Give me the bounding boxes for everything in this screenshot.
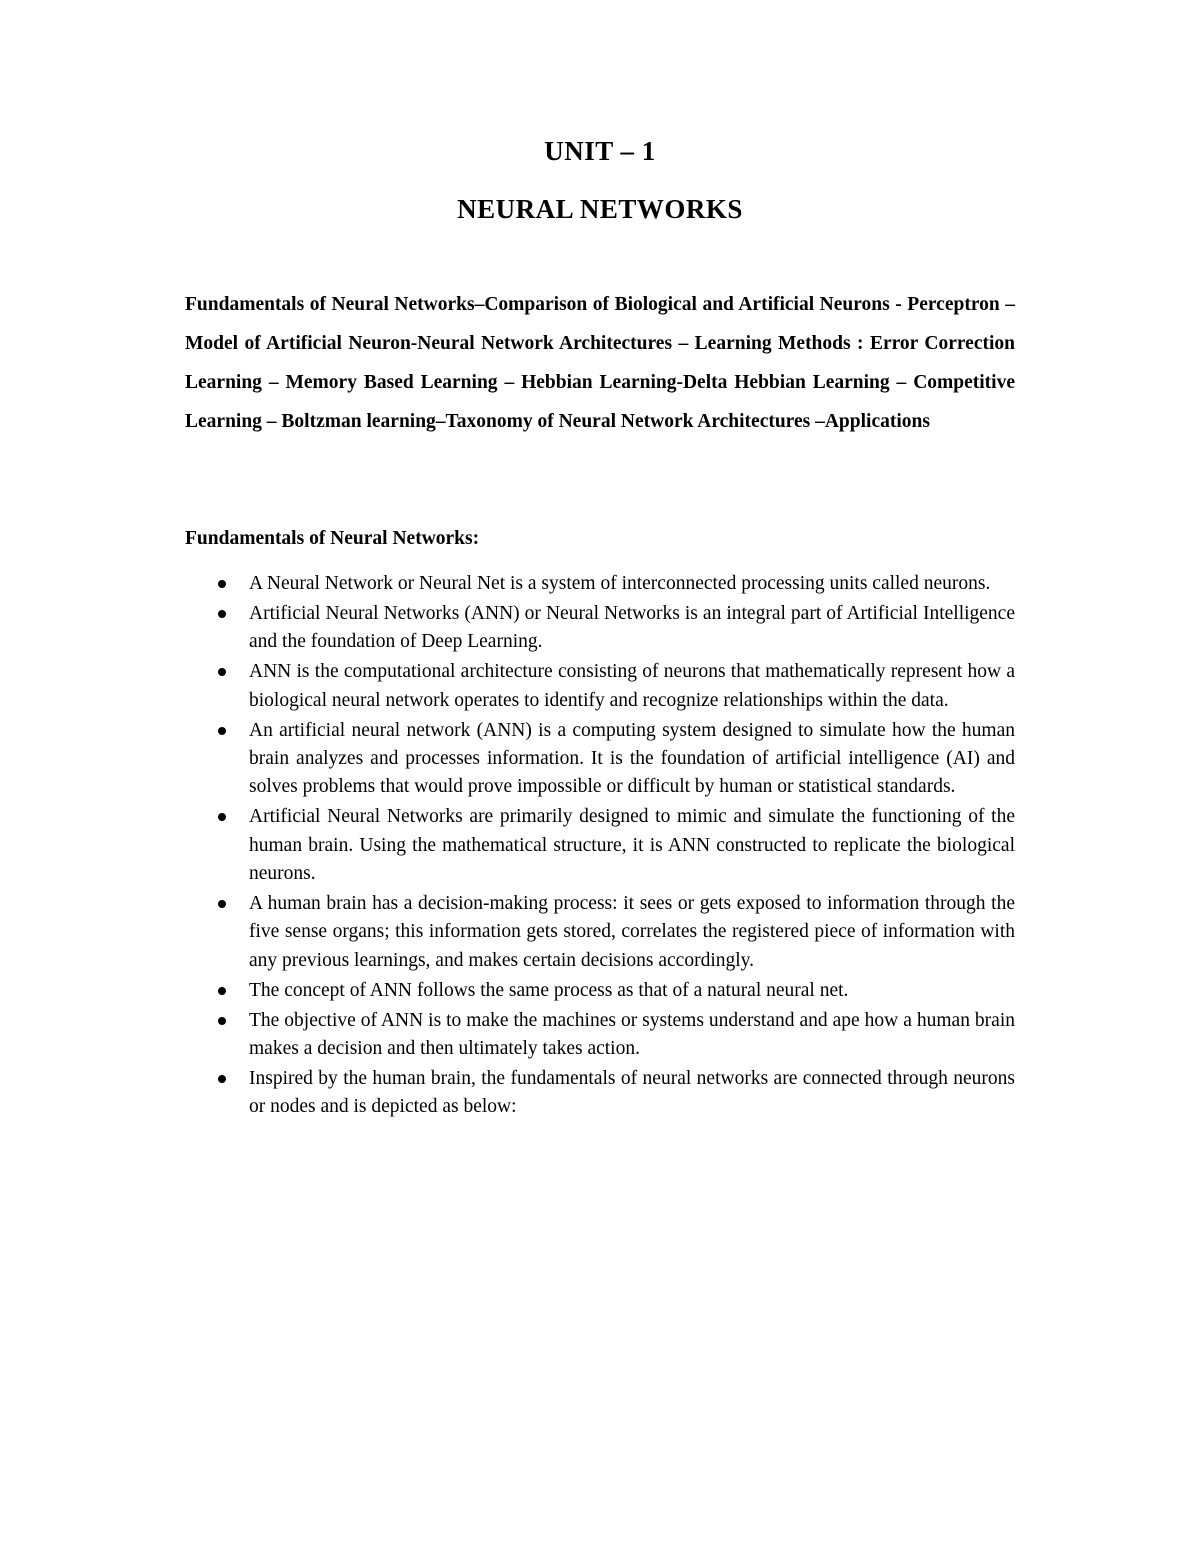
list-item [185,600,1015,657]
list-item-text: A Neural Network or Neural Net is a system of interconnected processing units called neurons. [249,573,991,594]
page-title: NEURAL NETWORKS [457,194,743,224]
bullet-icon [218,987,226,995]
list-item-text: An artificial neural network (ANN) is a computing system designed to simulate how the human brain analyzes and processes information. It is the foundation of artificial intelligence (AI) and solves problems that would prove impossible or difficult by human or statistical standards. [249,719,1015,798]
list-item-text: The concept of ANN follows the same process as that of a natural neural net. [249,979,849,1001]
list-item [185,717,1015,802]
list-item [185,890,1015,975]
list-item [185,803,1015,888]
list-item [185,1065,1015,1122]
bullet-icon [218,727,226,735]
list-item-text: The objective of ANN is to make the machines or systems understand and ape how a human brain makes a decision and then ultimately takes action. [249,1009,1015,1059]
bullet-icon [218,1075,226,1083]
list-item-text: Artificial Neural Networks are primarily designed to mimic and simulate the functioning of the human brain. Using the mathematical structure, it is ANN constructed to replicate the biological neurons. [249,806,1015,885]
list-item-text: Inspired by the human brain, the fundamentals of neural networks are connected through neurons or nodes and is depicted as below: [249,1067,1015,1118]
bullet-icon [218,580,226,588]
bullet-icon [218,1017,226,1025]
bullet-icon [218,813,226,821]
bullet-icon [218,668,226,676]
section-heading: Fundamentals of Neural Networks: [185,528,480,549]
list-item [185,658,1015,715]
unit-title: UNIT – 1 [544,136,656,166]
list-item [185,977,1015,1005]
syllabus-paragraph: Fundamentals of Neural Networks–Comparison of Biological and Artificial Neurons - Perceptron – Model of Artificial Neuron-Neural Network Architectures – Learning Methods : Error Correction Learning – Memory Based Learning – Hebbian Learning-Delta Hebbian Learning – Competitive Learning – Boltzman learning–Taxonomy of Neural Network Architectures –Applications [185,294,1015,432]
bullet-icon [218,900,226,908]
list-item-text: A human brain has a decision-making process: it sees or gets exposed to information through the five sense organs; this information gets stored, correlates the registered piece of information with any previous learnings, and makes certain decisions accordingly. [249,892,1015,971]
list-item-text: Artificial Neural Networks (ANN) or Neural Networks is an integral part of Artificial Intelligence and the foundation of Deep Learning. [249,602,1015,653]
list-item [185,1007,1015,1064]
list-item-text: ANN is the computational architecture consisting of neurons that mathematically represent how a biological neural network operates to identify and recognize relationships within the data. [249,661,1015,711]
bullet-icon [218,610,226,618]
list-item [185,570,1015,598]
bullet-list [185,570,1015,1123]
